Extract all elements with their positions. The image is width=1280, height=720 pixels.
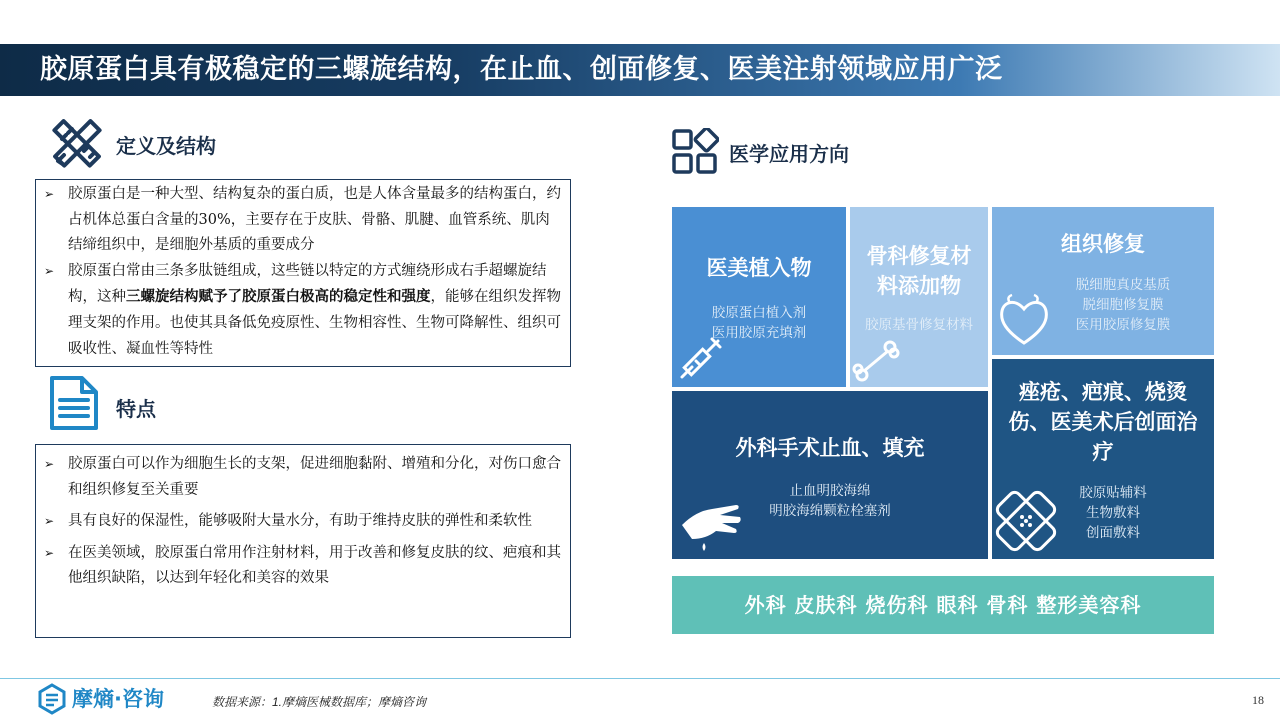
definition-bullet-text: ，能够在组织发挥物理支架的作用。也使其具备低免疫原性、生物相容性、生物可降解性、组织可吸收性、凝血性等特性 xyxy=(68,289,561,357)
tile-item: 明胶海绵颗粒栓塞剂 xyxy=(769,503,891,519)
heart-icon xyxy=(996,293,1052,347)
pencil-ruler-icon xyxy=(48,115,106,171)
bone-icon xyxy=(852,337,900,385)
tile-item: 创面敷料 xyxy=(1086,525,1140,541)
tile-item: 医用胶原充填剂 xyxy=(711,325,807,341)
title-bar xyxy=(0,44,1280,96)
definition-bullet-emphasis: 三螺旋结构赋予了胶原蛋白极高的稳定性和强度 xyxy=(126,288,431,306)
arrow-bullet-icon: ➢ xyxy=(44,457,55,471)
grid-apps-icon xyxy=(671,128,719,176)
definition-bullet-text: 胶原蛋白常由三条多肽链组成，这些链以特定的方式缠绕形成右手超螺旋结构，这种 xyxy=(68,262,547,306)
definition-heading: 定义及结构 xyxy=(116,134,216,158)
tile-title: 痤疮、疤痕、烧烫伤、医美术后创面治疗 xyxy=(1008,379,1198,464)
syringe-icon xyxy=(678,335,724,381)
tile-title: 骨科修复材料添加物 xyxy=(866,243,972,298)
tile-item: 脱细胞真皮基质 xyxy=(1075,277,1171,293)
page-number: 18 xyxy=(1252,693,1264,707)
tile-items xyxy=(850,315,988,335)
feature-bullet xyxy=(36,452,564,503)
feature-bullet-text: 在医美领域，胶原蛋白常用作注射材料，用于改善和修复皮肤的纹、疤痕和其他组织缺陷，以达到年轻化和美容的效果 xyxy=(68,544,561,587)
tile-item: 胶原贴辅料 xyxy=(1079,485,1147,501)
tile-title: 外科手术止血、填充 xyxy=(735,435,925,460)
departments-bar: 外科 皮肤科 烧伤科 眼科 骨科 整形美容科 xyxy=(672,576,1214,634)
definition-bullet xyxy=(36,182,564,259)
data-source: 数据来源：1.摩熵医械数据库；摩熵咨询 xyxy=(212,695,427,709)
feature-bullet xyxy=(36,509,564,535)
application-tile-wound-healing xyxy=(992,359,1214,559)
arrow-bullet-icon: ➢ xyxy=(44,514,55,529)
definition-bullet-text: 胶原蛋白是一种大型、结构复杂的蛋白质，也是人体含量最多的结构蛋白，约占机体总蛋白含量的30%，主要存在于皮肤、骨骼、肌腱、血管系统、肌肉结缔组织中，是细胞外基质的重要成分 xyxy=(68,186,561,254)
tile-item: 止血明胶海绵 xyxy=(789,483,871,499)
footer-divider xyxy=(0,678,1280,679)
hand-drop-icon xyxy=(676,495,744,553)
brand-logo-icon xyxy=(36,683,68,715)
feature-bullet-text: 具有良好的保湿性，能够吸附大量水分，有助于维持皮肤的弹性和柔软性 xyxy=(68,513,532,530)
features-box xyxy=(35,444,571,638)
features-heading: 特点 xyxy=(116,397,156,421)
arrow-bullet-icon: ➢ xyxy=(44,545,55,560)
application-tile-orthopedic xyxy=(850,207,988,387)
application-tile-aesthetic-implant xyxy=(672,207,846,387)
document-icon xyxy=(48,374,100,432)
arrow-bullet-icon: ➢ xyxy=(44,187,55,201)
tile-title: 组织修复 xyxy=(1061,231,1145,256)
page-title: 胶原蛋白具有极稳定的三螺旋结构，在止血、创面修复、医美注射领域应用广泛 xyxy=(40,54,1003,85)
tile-item: 医用胶原修复膜 xyxy=(1075,317,1171,333)
brand-logo: 摩熵·咨询 xyxy=(72,687,164,711)
definition-box xyxy=(35,179,571,367)
application-tile-tissue-repair xyxy=(992,207,1214,355)
tile-title: 医美植入物 xyxy=(706,255,812,280)
bandage-icon xyxy=(994,489,1058,553)
applications-heading: 医学应用方向 xyxy=(729,142,849,166)
tile-item: 脱细胞修复膜 xyxy=(1082,297,1164,313)
definition-bullet xyxy=(36,259,564,362)
tile-item: 胶原蛋白植入剂 xyxy=(711,305,807,321)
feature-bullet xyxy=(36,541,564,592)
tile-item: 胶原基骨修复材料 xyxy=(865,317,973,333)
tile-item: 生物敷料 xyxy=(1086,505,1140,521)
arrow-bullet-icon: ➢ xyxy=(44,263,55,278)
feature-bullet-text: 胶原蛋白可以作为细胞生长的支架，促进细胞黏附、增殖和分化，对伤口愈合和组织修复至关重要 xyxy=(68,456,561,498)
application-tile-surgical-hemostasis xyxy=(672,391,988,559)
